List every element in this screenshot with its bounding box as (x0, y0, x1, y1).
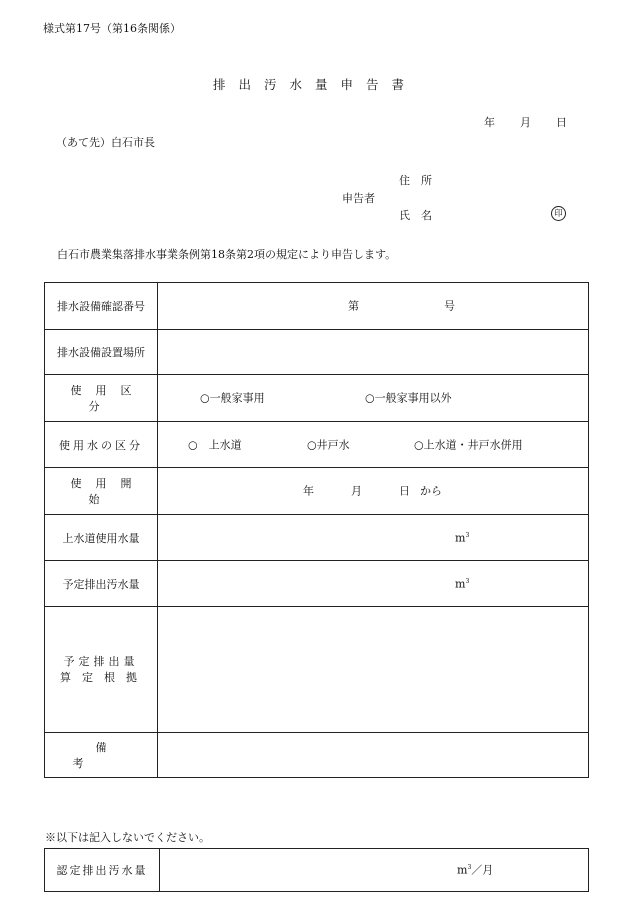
city-water-field[interactable] (158, 515, 589, 561)
date-year-label: 年 (484, 116, 495, 129)
approved-sewage-label: 認定排出汚水量 (45, 849, 160, 892)
water-option-well[interactable]: ○井戸水 (307, 438, 350, 451)
statement-text: 白石市農業集落排水事業条例第18条第2項の規定により申告します。 (57, 248, 397, 261)
city-water-unit-base: m (455, 531, 466, 544)
usage-label-text: 使用区分 (70, 384, 146, 413)
water-option-both[interactable]: ○上水道・井戸水併用 (414, 438, 523, 451)
basis-field[interactable] (158, 607, 589, 733)
approved-sewage-unit (457, 865, 493, 876)
address-label: 住 所 (399, 174, 432, 187)
approved-sewage-unit-base: m (457, 863, 468, 877)
location-label: 排水設備設置場所 (45, 330, 158, 375)
water-option-city[interactable]: ○ 上水道 (188, 438, 242, 451)
table-row (45, 607, 589, 733)
office-use-table (44, 848, 589, 892)
start-label-text: 使用開始 (70, 477, 146, 506)
basis-label-line2: 算定根拠 (60, 670, 148, 684)
sewage-unit-base: m (455, 577, 466, 590)
sewage-label: 予定排出汚水量 (45, 561, 158, 607)
start-label (45, 468, 158, 515)
table-row (45, 515, 589, 561)
start-month-label: 月 (351, 484, 362, 498)
basis-label (45, 607, 158, 733)
office-use-note: ※以下は記入しないでください。 (45, 831, 210, 844)
applicant-role-label: 申告者 (342, 192, 375, 205)
table-row (45, 375, 589, 422)
confirm-number-prefix: 第 (348, 299, 359, 313)
start-date-field[interactable] (158, 468, 589, 515)
start-suffix: から (420, 484, 442, 498)
confirm-number-label: 排水設備確認番号 (45, 283, 158, 330)
usage-label (45, 375, 158, 422)
table-row (45, 849, 589, 892)
name-label: 氏 名 (399, 209, 432, 222)
application-table (44, 282, 589, 778)
sewage-unit (455, 578, 469, 589)
city-water-unit-sup: 3 (465, 531, 470, 539)
sewage-field[interactable] (158, 561, 589, 607)
addressee: （あて先）白石市長 (56, 136, 155, 149)
remarks-label-text: 備考 (72, 741, 153, 770)
water-source-field (158, 422, 589, 468)
water-source-label (45, 422, 158, 468)
confirm-number-field[interactable] (158, 283, 589, 330)
usage-field (158, 375, 589, 422)
remarks-field[interactable] (158, 733, 589, 778)
start-year-label: 年 (303, 484, 314, 498)
table-row (45, 330, 589, 375)
water-source-label-text: 使用水の区分 (59, 438, 143, 452)
document-title: 排出汚水量申告書 (212, 77, 417, 92)
basis-label-line1: 予定排出量 (63, 654, 139, 668)
table-row (45, 561, 589, 607)
date-month-label: 月 (520, 116, 531, 129)
table-row (45, 283, 589, 330)
table-row (45, 422, 589, 468)
city-water-label: 上水道使用水量 (45, 515, 158, 561)
table-row (45, 733, 589, 778)
approved-sewage-unit-sup: 3 (467, 863, 472, 871)
usage-option-household[interactable]: ○一般家事用 (200, 391, 265, 405)
remarks-label (45, 733, 158, 778)
approved-sewage-per: ／月 (471, 863, 494, 877)
form-number: 様式第17号（第16条関係） (43, 22, 181, 35)
usage-option-non-household[interactable]: ○一般家事用以外 (365, 391, 452, 405)
seal-icon: 印 (551, 206, 566, 221)
sewage-unit-sup: 3 (465, 577, 470, 585)
location-field[interactable] (158, 330, 589, 375)
date-day-label: 日 (556, 116, 567, 129)
table-row (45, 468, 589, 515)
city-water-unit (455, 532, 469, 543)
approved-sewage-field (160, 849, 589, 892)
confirm-number-suffix: 号 (444, 299, 455, 313)
start-day-label: 日 (399, 484, 410, 498)
